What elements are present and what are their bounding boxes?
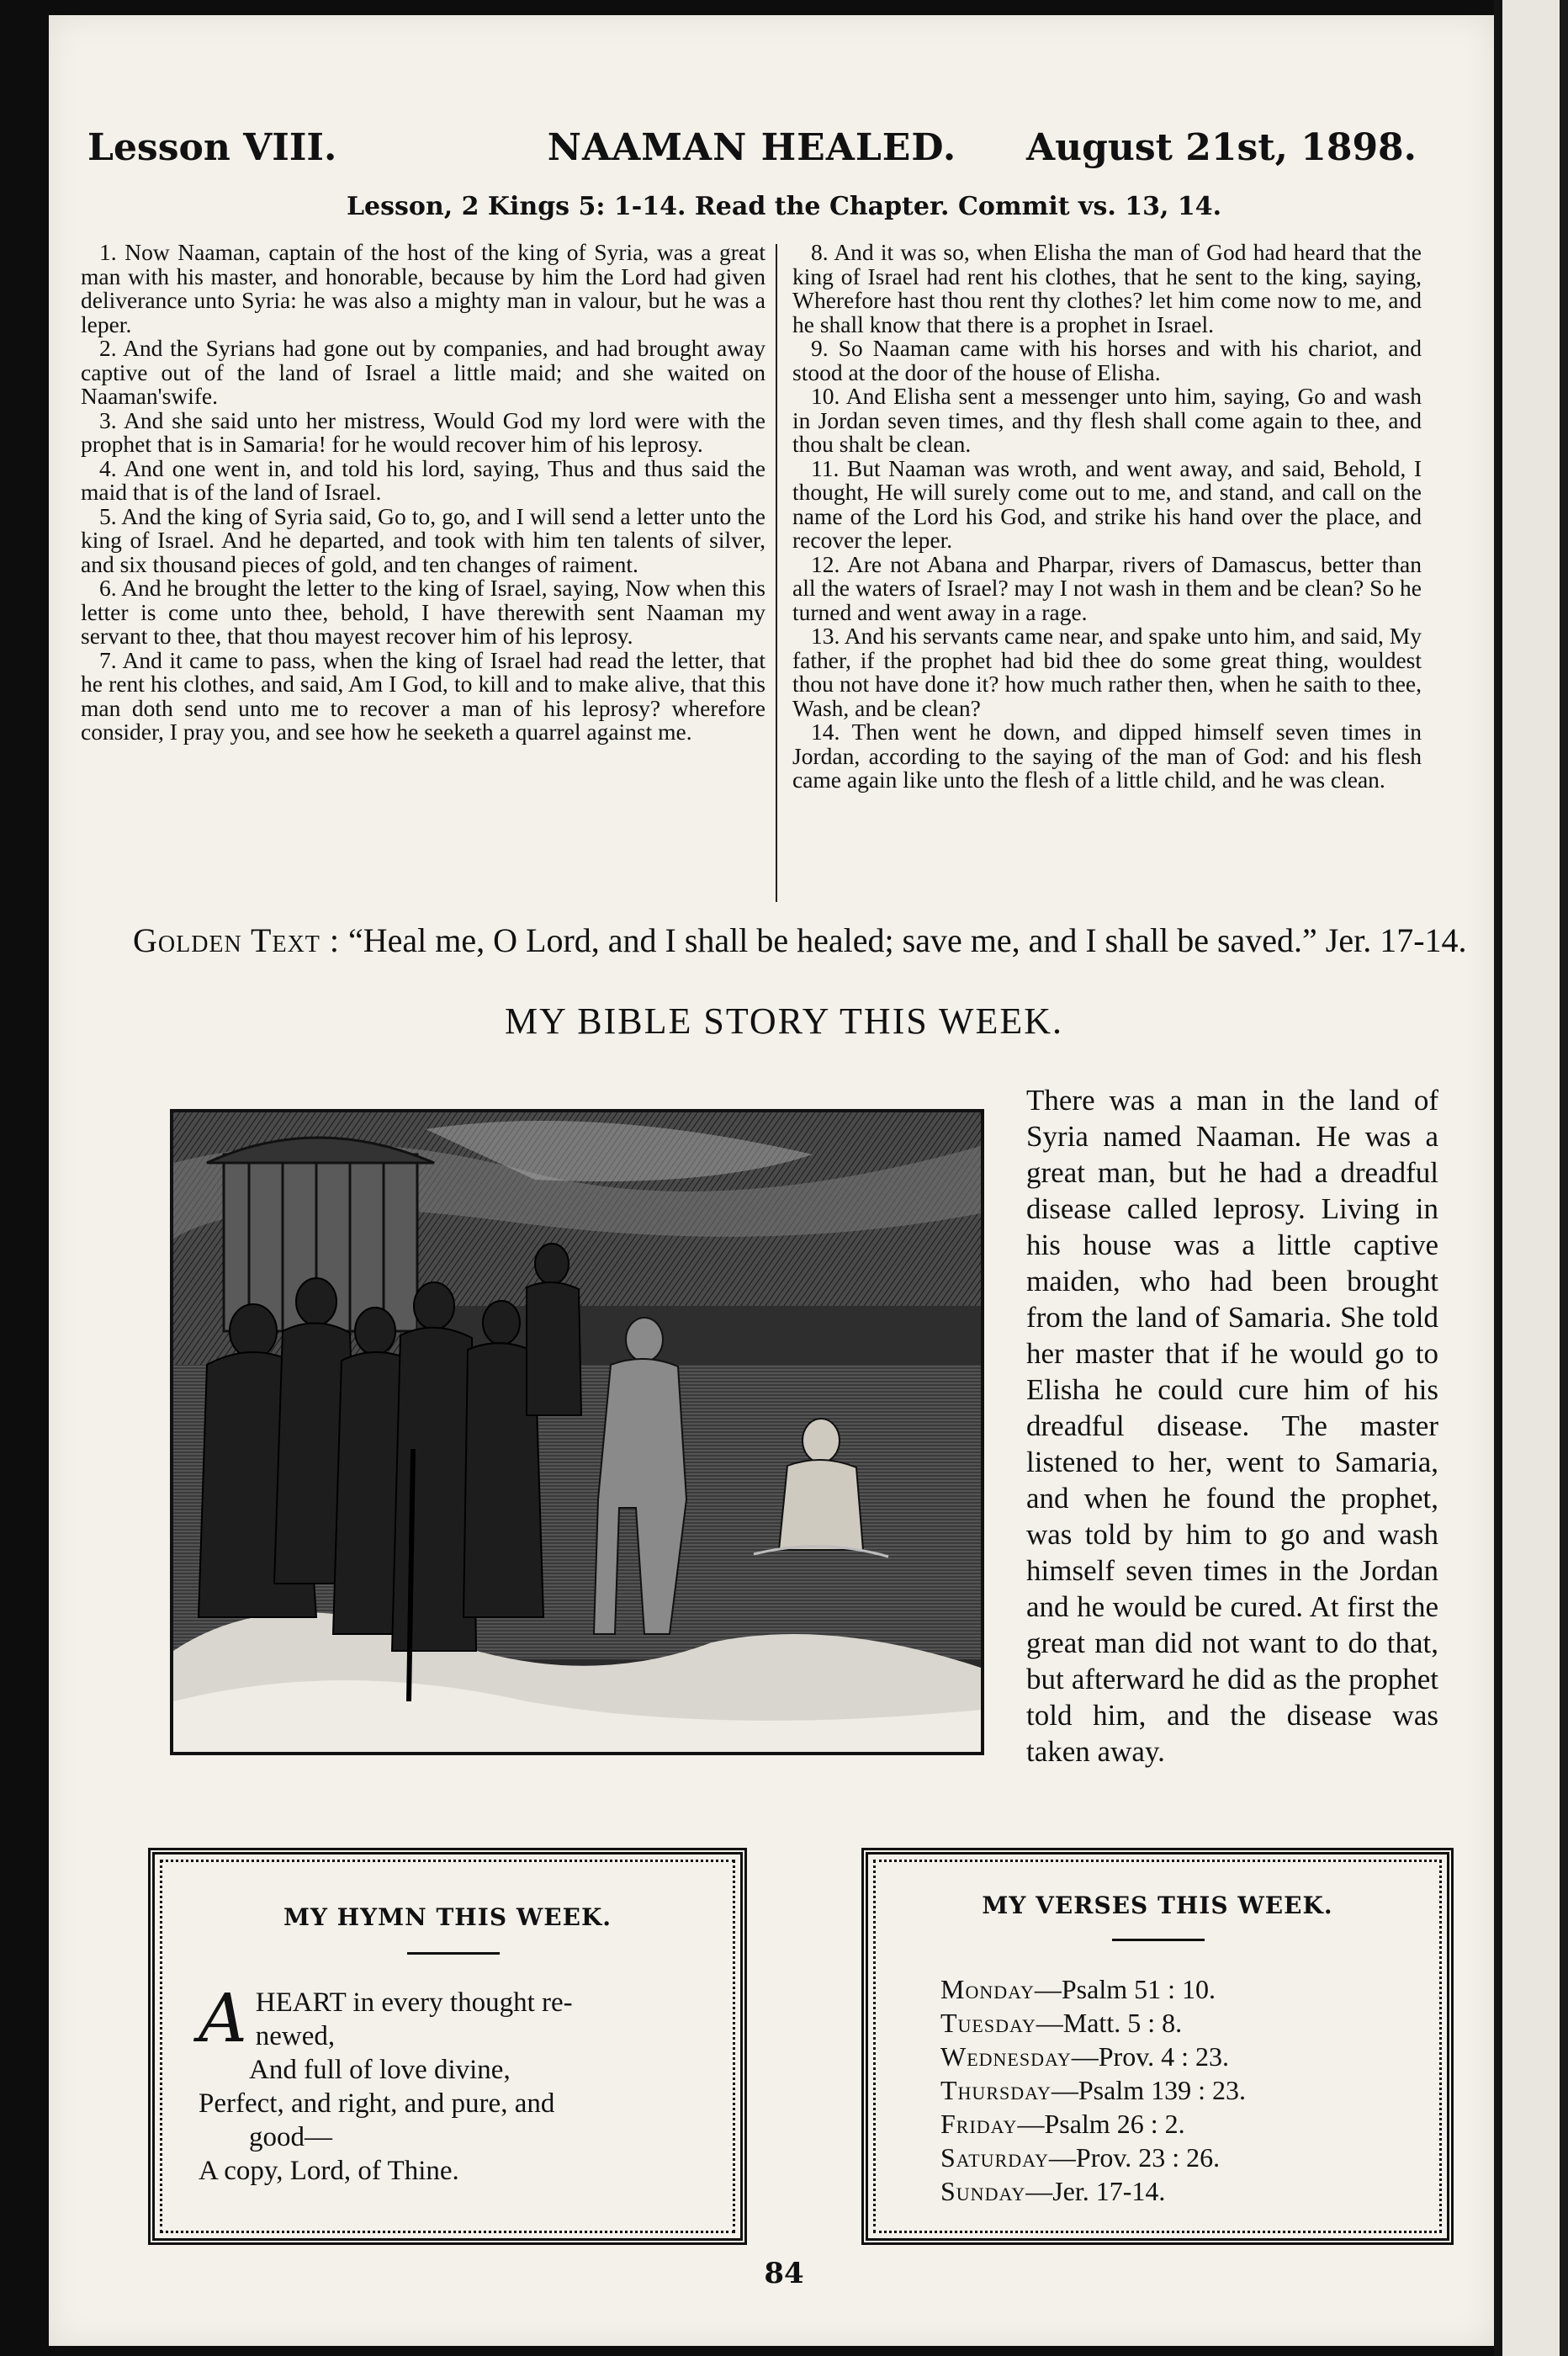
verse-6: 6. And he brought the letter to the king of Israel, saying, Now when this letter is come unto thee, behold, I have therewith sent Naaman my servant to thee, that thou mayest recover him of his leprosy.: [81, 575, 765, 649]
verse-9: 9. So Naaman came with his horses and with his chariot, and stood at the door of the house of Elisha.: [792, 335, 1422, 385]
hymn-line: A copy, Lord, of Thine.: [199, 2156, 459, 2186]
golden-text-quote: “Heal me, O Lord, and I shall be healed; save me, and I shall be saved.” Jer. 17-14.: [348, 921, 1467, 959]
verse-11: 11. But Naaman was wroth, and went away, and said, Behold, I thought, He will surely come out to me, and stand, and call on the name of the Lord his God, and strike his hand over the place, and recover the leper.: [792, 454, 1422, 553]
scripture-column-left: [81, 241, 765, 745]
verse-ref: —Psalm 26 : 2.: [1017, 2109, 1185, 2139]
scripture-column-right: [792, 241, 1422, 793]
hymn-text: [199, 1979, 712, 2188]
verse-item-sunday: [940, 2174, 1246, 2208]
verse-12: 12. Are not Abana and Pharpar, rivers of Damascus, better than all the waters of Israel? may I not wash in them and be clean? So he turned and went away in a rage.: [792, 550, 1422, 625]
verse-day: Saturday: [940, 2142, 1049, 2173]
page-number: 84: [764, 2257, 804, 2290]
verse-3: 3. And she said unto her mistress, Would God my lord were with the prophet that is in Samaria! for he would recover him of his leprosy.: [81, 406, 765, 457]
verse-item-thursday: [940, 2073, 1246, 2107]
hymn-title: MY HYMN THIS WEEK.: [283, 1903, 612, 1931]
verse-ref: —Psalm 139 : 23.: [1051, 2075, 1246, 2105]
column-divider: [776, 244, 777, 902]
lesson-number: Lesson VIII.: [87, 126, 337, 169]
verse-day: Wednesday: [940, 2041, 1072, 2072]
verse-day: Tuesday: [940, 2008, 1036, 2038]
verse-item-friday: [940, 2107, 1246, 2141]
verse-ref: —Prov. 4 : 23.: [1071, 2041, 1229, 2072]
verse-10: 10. And Elisha sent a messenger unto him, saying, Go and wash in Jordan seven times, and thy flesh shall come again to thee, and thou shalt be clean.: [792, 383, 1422, 457]
hymn-line: And full of love divine,: [249, 2055, 511, 2085]
engraving-illustration: [170, 1109, 984, 1755]
verse-item-saturday: [940, 2141, 1246, 2174]
verse-item-wednesday: [940, 2040, 1246, 2073]
lesson-header: [87, 126, 1417, 185]
verse-5: 5. And the king of Syria said, Go to, go, and I will send a letter unto the king of Israel. And he departed, and took with him ten talents of silver, and six thousand pieces of gold, and ten changes of raiment.: [81, 502, 765, 577]
verse-day: Monday: [940, 1974, 1035, 2004]
verse-ref: —Prov. 23 : 26.: [1048, 2142, 1221, 2173]
hymn-line: HEART in every thought re-: [255, 1987, 573, 2018]
lesson-date: August 21st, 1898.: [1025, 126, 1417, 169]
verse-ref: —Psalm 51 : 10.: [1034, 1974, 1216, 2004]
story-heading: MY BIBLE STORY THIS WEEK.: [504, 1000, 1063, 1042]
verse-day: Friday: [940, 2109, 1018, 2139]
verse-13: 13. And his servants came near, and spake unto him, and said, My father, if the prophet had bid thee do some great thing, wouldest thou not have done it? how much rather then, when he saith to thee, Wash, and be clean?: [792, 623, 1422, 721]
verse-day: Sunday: [940, 2176, 1026, 2206]
golden-text-label: Golden Text :: [133, 921, 341, 959]
hymn-line: newed,: [255, 2021, 336, 2051]
golden-text: [133, 921, 1489, 961]
verse-1: 1. Now Naaman, captain of the host of the king of Syria, was a great man with his master, and honorable, because by him the Lord had given deliverance unto Syria: he was also a mighty man in valour, but he was a leper.: [81, 239, 765, 337]
verse-item-tuesday: [940, 2006, 1246, 2040]
verse-14: 14. Then went he down, and dipped himself seven times in Jordan, according to the saying of the man of God: and his flesh came again like unto the flesh of a little child, and he was clean.: [792, 719, 1422, 793]
hymn-line: Perfect, and right, and pure, and: [199, 2088, 555, 2119]
verses-list: [940, 1972, 1246, 2208]
hymn-title-rule: [407, 1952, 500, 1955]
story-text: There was a man in the land of Syria named Naaman. He was a great man, but he had a dreadful disease called leprosy. Living in his house was a little captive maiden, who had been brought from the land of Samaria. She told her master that if he would go to Elisha he could cure him of his dreadful disease. The master listened to her, went to Samaria, and when he found the prophet, was told by him to go and wash himself seven times in the Jordan and he would be cured. At first the great man did not want to do that, but afterward he did as the prophet told him, and the disease was taken away.: [1026, 1084, 1438, 1768]
verse-2: 2. And the Syrians had gone out by companies, and had brought away captive out of the land of Israel a little maid; and she waited on Naaman'swife.: [81, 335, 765, 409]
verse-ref: —Jer. 17-14.: [1025, 2176, 1166, 2206]
hymn-box: [148, 1848, 747, 2245]
verse-4: 4. And one went in, and told his lord, saying, Thus and thus said the maid that is of the land of Israel.: [81, 454, 765, 505]
verse-ref: —Matt. 5 : 8.: [1036, 2008, 1183, 2038]
verse-8: 8. And it was so, when Elisha the man of God had heard that the king of Israel had rent his clothes, that he sent to the king, saying, Wherefore hast thou rent thy clothes? let him come now to me, and he shall know that there is a prophet in Israel.: [792, 239, 1422, 337]
verse-7: 7. And it came to pass, when the king of Israel had read the letter, that he rent his clothes, and said, Am I God, to kill and to make alive, that this man doth send unto me to recover a man of his leprosy? wherefore consider, I pray you, and see how he seeketh a quarrel against me.: [81, 646, 765, 745]
verses-title-rule: [1112, 1939, 1205, 1941]
lesson-reference: Lesson, 2 Kings 5: 1-14. Read the Chapter. Commit vs. 13, 14.: [346, 192, 1222, 221]
verses-title: MY VERSES THIS WEEK.: [982, 1892, 1333, 1919]
hymn-line: good—: [249, 2122, 332, 2152]
verses-box: [861, 1848, 1454, 2245]
adjacent-page-edge: [1494, 0, 1568, 2356]
lesson-title: NAAMAN HEALED.: [547, 126, 957, 169]
verse-item-monday: [940, 1972, 1246, 2006]
hymn-dropcap: A: [199, 1979, 247, 2057]
verse-day: Thursday: [940, 2075, 1052, 2105]
